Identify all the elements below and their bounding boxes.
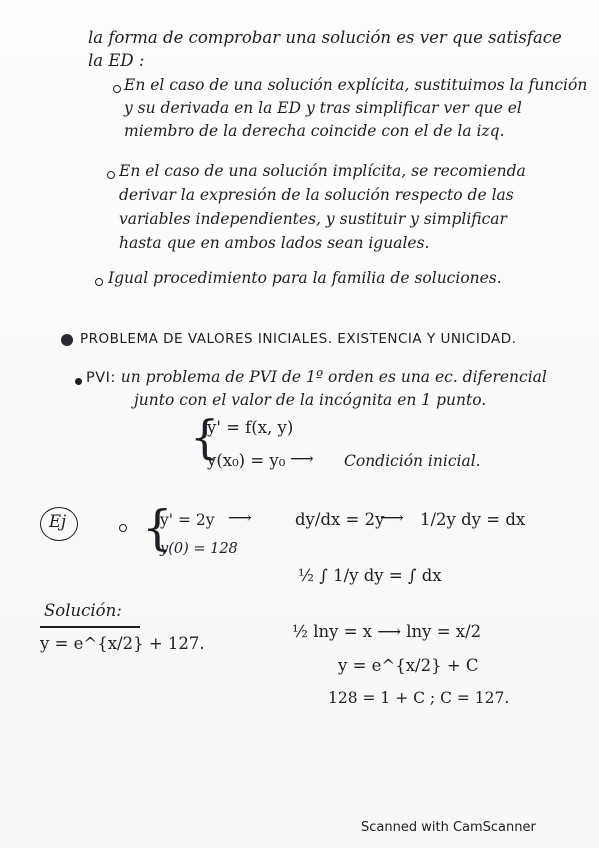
heading-marker bbox=[62, 335, 72, 345]
step-4: y = e^{x/2} + C bbox=[338, 656, 479, 675]
step-2: ½ ∫ 1/y dy = ∫ dx bbox=[298, 566, 442, 585]
example-eq-2: y(0) = 128 bbox=[160, 541, 238, 557]
section-heading: PROBLEMA DE VALORES INICIALES. EXISTENCIA Y UNICIDAD. bbox=[80, 331, 517, 347]
arrow-icon: ⟶ bbox=[380, 508, 404, 527]
system-eq-1: y' = f(x, y) bbox=[207, 418, 294, 437]
step-1-result: 1/2y dy = dx bbox=[420, 510, 526, 529]
system-eq-2: y(x₀) = y₀ bbox=[207, 451, 286, 470]
intro-line-2: la ED : bbox=[88, 51, 145, 70]
bullet-marker bbox=[119, 524, 127, 532]
pvi-line-2: junto con el valor de la incógnita en 1 punto. bbox=[134, 391, 487, 409]
bullet-3-line-1: Igual procedimiento para la familia de soluciones. bbox=[108, 269, 502, 287]
pvi-line-1-group bbox=[86, 368, 547, 386]
bullet-2-line-3: variables independientes, y sustituir y simplificar bbox=[119, 210, 507, 228]
solution-underline bbox=[40, 626, 140, 628]
step-3: ½ lny = x ⟶ lny = x/2 bbox=[292, 622, 482, 641]
bullet-marker bbox=[95, 278, 103, 286]
bullet-1-line-1: En el caso de una solución explícita, sustituimos la función bbox=[124, 76, 588, 94]
step-5: 128 = 1 + C ; C = 127. bbox=[328, 689, 510, 707]
example-brace: { bbox=[142, 500, 173, 556]
scanner-watermark: Scanned with CamScanner bbox=[361, 820, 536, 835]
example-eq-1: y' = 2y bbox=[160, 511, 215, 529]
solution-label: Solución: bbox=[44, 601, 122, 620]
arrow-icon: ⟶ bbox=[228, 508, 252, 527]
pvi-label: PVI: bbox=[86, 370, 116, 386]
solution-expression: y = e^{x/2} + 127. bbox=[40, 634, 205, 653]
bullet-marker bbox=[107, 171, 115, 179]
pvi-line-1: un problema de PVI de 1º orden es una ec. diferencial bbox=[120, 368, 547, 386]
arrow-icon: ⟶ bbox=[290, 449, 314, 468]
example-label: Ej bbox=[49, 512, 67, 531]
step-1: dy/dx = 2y bbox=[295, 510, 385, 529]
condition-label: Condición inicial. bbox=[344, 452, 481, 470]
bullet-1-line-2: y su derivada en la ED y tras simplificar ver que el bbox=[124, 99, 522, 117]
intro-line-1: la forma de comprobar una solución es ver que satisface bbox=[88, 28, 562, 47]
bullet-2-line-4: hasta que en ambos lados sean iguales. bbox=[119, 234, 430, 252]
bullet-2-line-1: En el caso de una solución implícita, se recomienda bbox=[119, 162, 526, 180]
bullet-2-line-2: derivar la expresión de la solución respecto de las bbox=[119, 186, 514, 204]
bullet-marker bbox=[113, 85, 121, 93]
bullet-marker bbox=[75, 378, 82, 385]
bullet-1-line-3: miembro de la derecha coincide con el de la izq. bbox=[124, 122, 505, 140]
system-brace: { bbox=[190, 410, 220, 464]
